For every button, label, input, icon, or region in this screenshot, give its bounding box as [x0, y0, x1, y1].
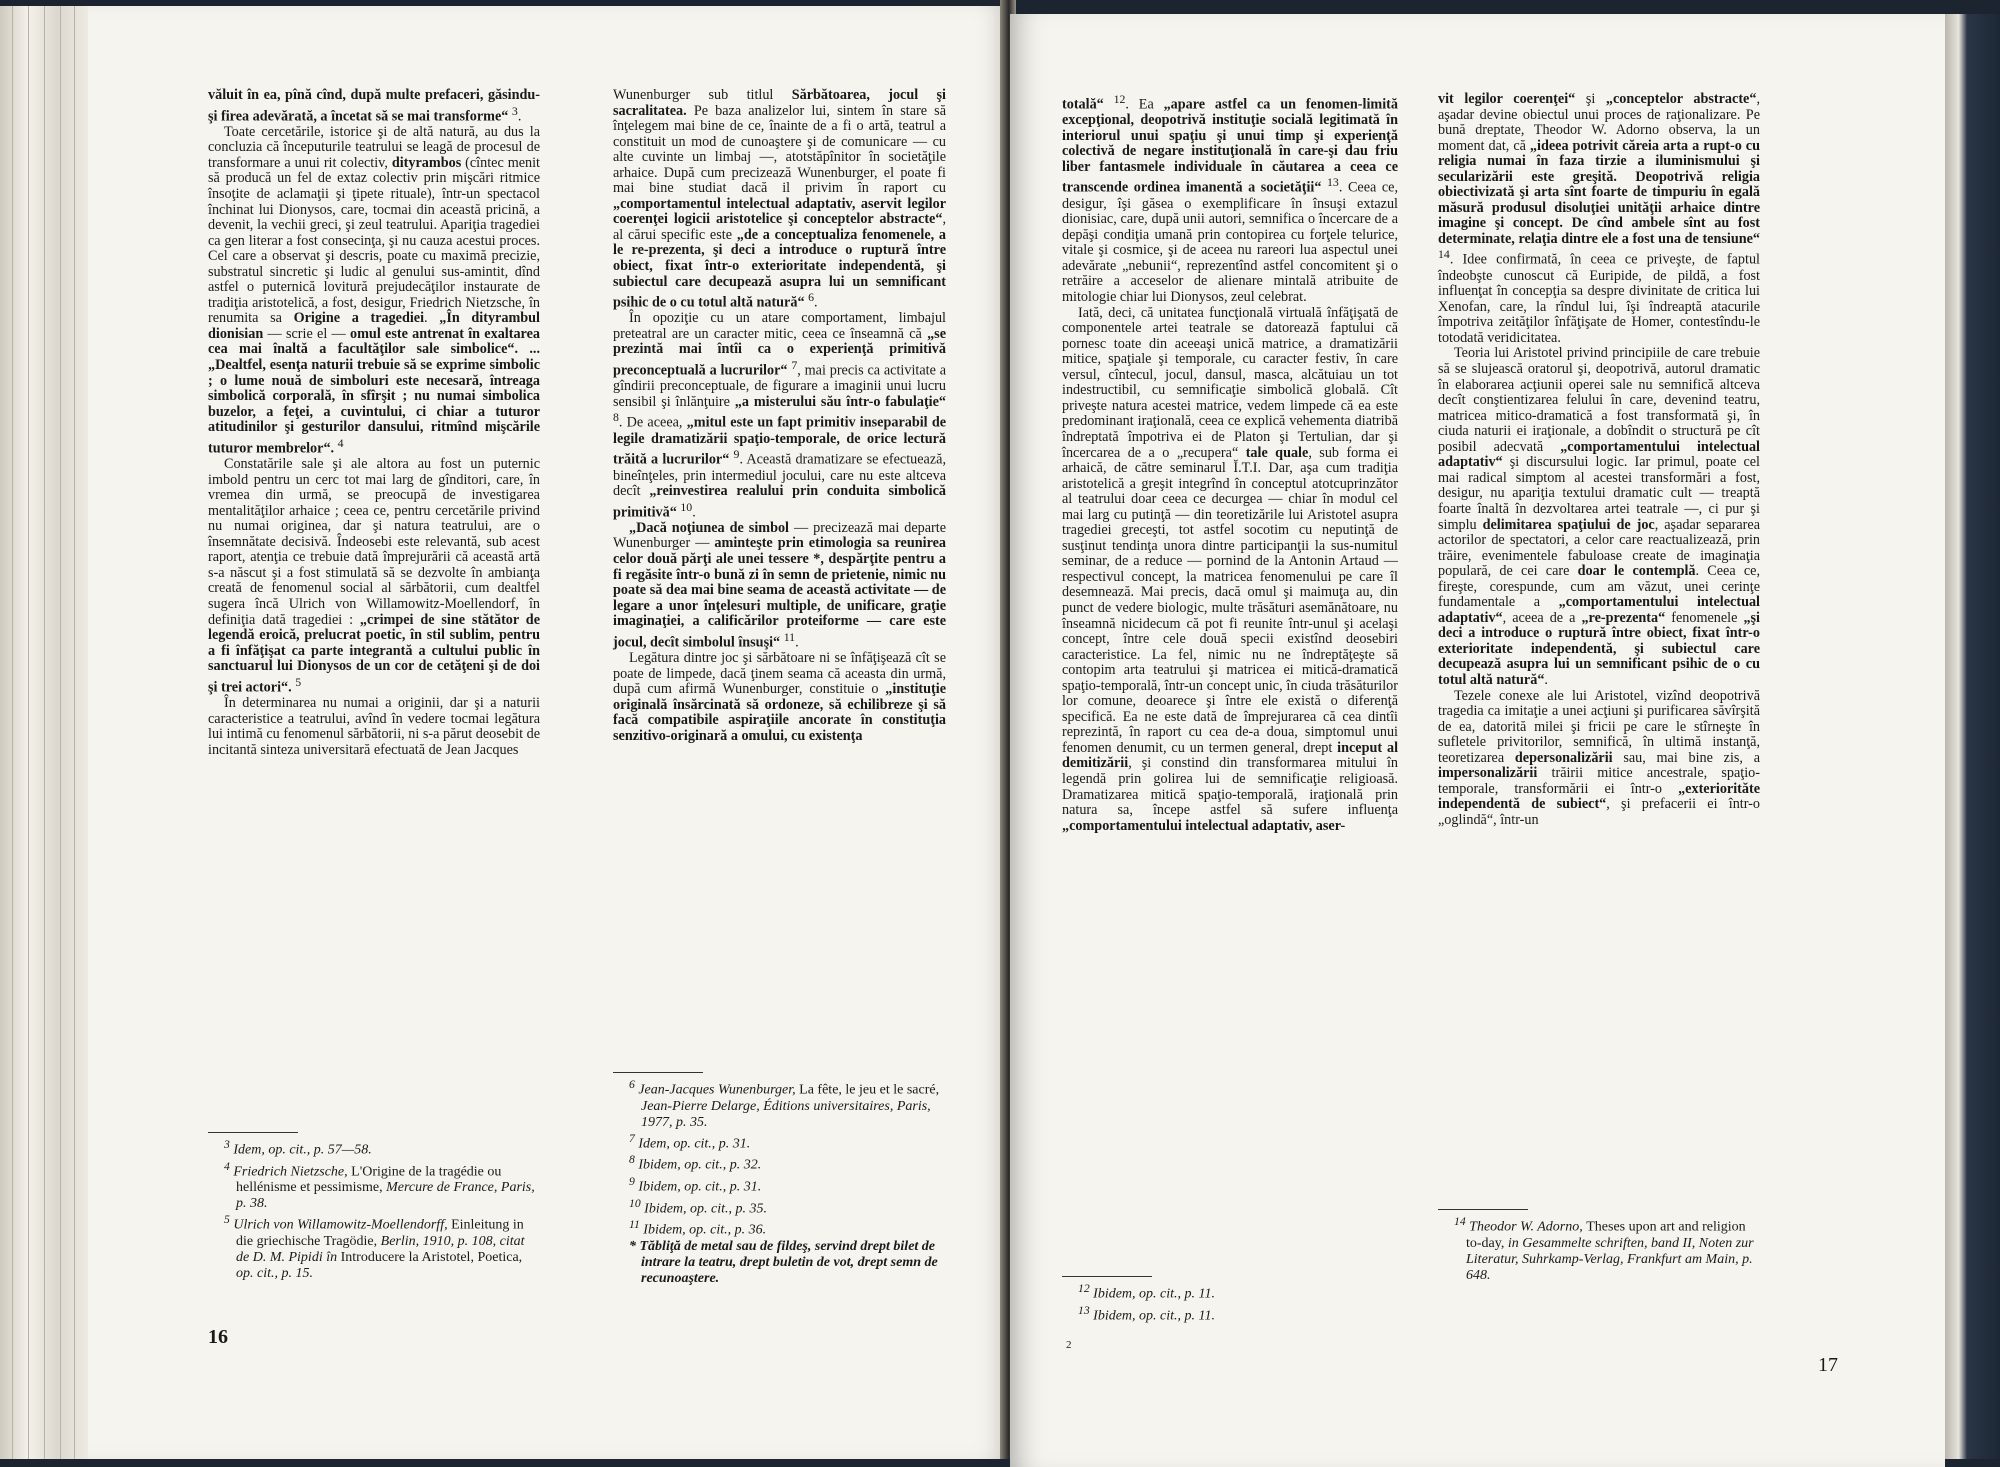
paragraph: Iată, deci, că unitatea funcţională virtuală înfăţişată de componentele artei teatrale se datorează faptului că pornesc toate din aceeaşi unică matrice, a dramatizării mitice, spaţiale şi temporale, cu caracter festiv, în care versul, cîntecul, jocul, dansul, masca, alcătuiau un tot indestructibil, cu semnificaţie simbolică globală. Cît priveşte natura acestei matrice, vedem limpede că ea este predominant iraţională, ceea ce explică vehementa diatribă îndreptată împotriva ei de Platon şi Tertulian, dar şi încercarea de a o „recupera“ tale quale, sub forma ei arhaică, de către seminarul Ĭ.T.I. Dar, aşa cum tradiţia aristotelică a greşit integrînd în conceptul atotcuprinzător al teatrului doar ceea ce decurgea — chiar în modul cel mai larg cu putinţă — din teoretizările lui Aristotel asupra tragediei greceşti, tot astfel socotim cu neputinţă de susţinut tendinţa unora dintre participanţii la sus-numitul seminar, de a reduce — pornind de la Antonin Artaud — respectivul concept, la matricea fenomenului pe care îl desemnează. Mai precis, dacă omul şi maimuţa au, din punct de vedere biologic, multe trăsături asemănătoare, nu înseamnă nicidecum că pot fi reunite într-unul şi acelaşi concept, între cele două specii existînd deosebiri caracteristice. La fel, nimic nu ne îndreptăţeşte să contopim arta teatrului şi matricea ei mitică-dramatică spaţio-temporală, într-un concept unic, în ciuda trăsăturilor lor comune, deoarece şi între ele există o diferenţă specifică. Ea ne este dată de împrejurarea că cea dintîi reprezintă, în raport cu cea de-a doua, simptomul unui fenomen denumit, cu un termen general, drept inceput al demitizării, şi constind din transformarea mitului în legendă prin golirea lui de semnificaţie religioasă. Dramatizarea mitică spaţio-temporală, iraţională prin natura sa, începe astfel să sufere influenţa „comportamentului intelectual adaptativ, aser-	[1062, 304, 1399, 834]
paragraph: Legătura dintre joc şi sărbătoare ni se înfăţişează cît se poate de limpede, dacă ţinem seama că aceasta din urmă, după cum afirmă Wunenburger, constituie o „instituţie originală însărcinată să ordoneze, să echilibreze şi să facă compatibile aspiraţiile ancorate în constituţia senzitivo-originară a omului, cu existenţa	[613, 650, 946, 744]
left-page-number: 16	[208, 1326, 228, 1348]
right-page-column-1-footnotes	[1062, 1276, 1398, 1324]
paragraph: Wunenburger sub titlul Sărbătoarea, jocul şi sacralitatea. Pe baza analizelor lui, sintem în stare să înţelegem mai bine de ce, înainte de a fi o artă, teatrul a constituit un mod de cunoaştere şi de comunicare — cu alte cuvinte un limbaj —, atotstăpînitor în societăţile arhaice. După cum precizează Wunenburger, el poate fi mai bine studiat dacă il privim în raport cu „comportamentul intelectual adaptativ, aservit legilor coerenţei logicii aristotelice şi conceptelor abstracte“, al cărui specific este „de a conceptualiza fenomenele, a le re-prezenta, şi deci a introduce o ruptură între obiect, fixat într-o exterioritate independentă, şi subiectul care decupează asupra lui un semnificant psihic de o cu totul altă natură“ $^6$.	[613, 87, 947, 311]
footnote: * Tăbliţă de metal sau de fildeş, servind drept bilet de intrare la teatru, drept buletin de vot, drept semn de recunoaştere.	[629, 1238, 938, 1286]
paragraph: văluit în ea, pînă cînd, după multe prefaceri, găsindu-şi firea adevărată, a încetat să se mai transforme“ $^3$.	[208, 87, 540, 125]
right-page-column-1	[1062, 92, 1398, 834]
right-page-number: 17	[1818, 1354, 1838, 1376]
paragraph: Toate cercetările, istorice şi de altă natură, au dus la concluzia că începuturile teatrului se leagă de procesul de transformare a unui rit colectiv, dityrambos (cîntec menit să producă un fel de extaz colectiv prin mişcări ritmice însoţite de aclamaţii şi ţipete rituale), într-un spectacol închinat lui Dionysos, care, tocmai din această pricină, a devenit, la vechii greci, şi zeul teatrului. Apariţia tragediei ca gen literar a fost consecinţa, şi nu cauza acestui proces. Cel care a observat şi descris, poate cu maximă precizie, substratul sincretic şi ludic al genului sus-amintit, dînd astfel o puternică lovitură prejudecăţilor instaurate de tradiţia aristotelică, a fost, desigur, Friedrich Nietzsche, în renumita sa Origine a tragediei. „În dityrambul dionisian — scrie el — omul este antrenat în exaltarea cea mai înaltă a facultăţilor sale simbolice“. ... „Dealtfel, esenţa naturii trebuie să se exprime simbolic ; o lume nouă de simboluri este necesară, întreaga simbolică corporală, în sfîrşit ; nu numai simbolica buzelor, a feţei, a cuvintului, ci chiar a tuturor atitudinilor şi gesturilor dansului, ritmînd mişcările tuturor membrelor“. $^4$	[208, 123, 541, 457]
paragraph: Constatările sale şi ale altora au fost un puternic imbold pentru un cerc tot mai larg de gînditori, care, în vremea din urmă, se preocupă de investigarea mentalităţilor arhaice ; ceea ce, pentru cercetările privind nu numai originea, dar şi natura teatrului, are o însemnătate decisivă. Îndeosebi este relevantă, sub acest raport, atenţia ce trebuie dată împrejurării că această artă s-a născut şi a fost stimulată să se dezvolte în ambianţa creată de fenomenul social al sărbătorii, cum dealtfel sugera încă Ulrich von Willamowitz-Moellendorf, în definiţia dată tragediei : „crimpei de sine stătător de legendă eroică, prelucrat poetic, în stil sublim, pentru a fi înfăţişat ca parte integrantă a cultului public în sanctuarul lui Dionysos de un cor de cetăţeni şi de doi şi trei actori“. $^5$	[208, 456, 540, 696]
footnote: $^6$ Jean-Jacques Wunenburger, La fête, le jeu et le sacré, Jean-Pierre Delarge, Éditions universitaires, Paris, 1977, p. 35.	[629, 1078, 940, 1130]
footnote: $^7$ Idem, op. cit., p. 31.	[629, 1131, 751, 1152]
left-page-column-2-footnotes	[613, 1072, 946, 1287]
footnote: $^4$ Friedrich Nietzsche, L'Origine de la tragédie ou hellénisme et pessimisme, Mercure de France, Paris, p. 38.	[224, 1159, 535, 1212]
left-page-column-1	[208, 88, 540, 758]
footnote-rule	[208, 1132, 298, 1133]
right-page	[1010, 14, 1945, 1467]
left-page	[88, 6, 1008, 1459]
left-page-column-2	[613, 88, 946, 744]
right-page-column-2	[1438, 92, 1760, 828]
footnote: $^{13}$ Ibidem, op. cit., p. 11.	[1078, 1303, 1215, 1324]
footnote-rule	[1438, 1209, 1528, 1210]
paragraph: „Dacă noţiunea de simbol — precizează mai departe Wunenburger — aminteşte prin etimologia sa reunirea celor două părţi ale unei tessere *, despărţite pentru a fi regăsite într-o bună zi în semn de prietenie, nimic nu poate să dea mai bine seama de această activitate — de legare a unor înţelesuri multiple, de unificare, graţie imaginaţiei, a calificărilor proteiforme — care este jocul, decît simbolul însuşi“ $^{11}$.	[613, 519, 947, 651]
footnote: $^{10}$ Ibidem, op. cit., p. 35.	[629, 1196, 768, 1217]
footnote: $^{12}$ Ibidem, op. cit., p. 11.	[1078, 1282, 1215, 1302]
footnote-rule	[1062, 1276, 1152, 1277]
paragraph: În opoziţie cu un atare comportament, limbajul preteatral are un caracter mitic, ceea ce înseamnă că „se prezintă mai întîi ca o experienţă primitivă preconceptuală a lucrurilor“ $^7$, mai precis ca activitate a gîndirii preconceptuale, de figurare a imaginii unui lucru sensibil şi înlănţuire „a misterului său într-o fabulaţie“ $^8$. De aceea, „mitul este un fapt primitiv inseparabil de legile dramatizării spaţio-temporale, de orice lectură trăită a lucrurilor“ $^9$. Această dramatizare se efectuează, bineînţeles, prin intermediul jocului, care nu este altceva decît „reinvestirea realului prin conduita simbolică primitivă“ $^{10}$.	[613, 310, 947, 521]
footnote: $^3$ Idem, op. cit., p. 57—58.	[224, 1138, 372, 1158]
footnote: $^9$ Ibidem, op. cit., p. 31.	[629, 1174, 762, 1195]
book-page-edges	[0, 0, 95, 1459]
footnote: $^8$ Ibidem, op. cit., p. 32.	[629, 1153, 762, 1173]
footnote: $^{11}$ Ibidem, op. cit., p. 36.	[629, 1218, 767, 1238]
paragraph: totală“ $^{12}$. Ea „apare astfel ca un fenomen-limită excepţional, deopotrivă instituţie socială legitimată în interiorul unui spaţiu şi unui timp şi experienţă colectivă de negare instituţională în care-şi dau friu liber fantasmele individuale în căutarea a ceea ce transcende ordinea imanentă a societăţii“ $^{13}$. Ceea ce, desigur, îşi găsea o exemplificare în însuşi extazul dionisiac, care, după unii autori, semnifica o încercare de a depăşi condiţia umană prin contopirea cu forţele telurice, vitale şi cosmice, şi de aceea nu rareori lua aspectul unei adevărate „nebunii“, reprezentînd astfel concomitent şi o retrăire a acceselor de alienare mintală atribuite de mitologie chiar lui Dionysos, zeul celebrat.	[1062, 92, 1399, 306]
footnote: $^5$ Ulrich von Willamowitz-Moellendorff, Einleitung in die griechische Tragödie, Berlin, 1910, p. 108, citat de D. M. Pipidi în Introducere la Aristotel, Poetica, op. cit., p. 15.	[224, 1213, 525, 1281]
paragraph: Teoria lui Aristotel privind principiile de care trebuie să se slujească oratorul şi, deopotrivă, autorul dramatic în elaborarea acţiunii operei sale nu semnifică altceva decît conştientizarea felului în care, devenind teatru, matricea mitico-dramatică a fost transformată şi, în ciuda naturii ei iraţionale, a dobîndit o structură pe cît posibil adecvată „comportamentului intelectual adaptativ“ şi discursului logic. Iar primul, poate cel mai radical simptom al acestei transformări a fost, desigur, nu apariţia textului dramatic cult — treaptă foarte înaltă în dezvoltarea artei teatrale —, ci pur şi simplu delimitarea spaţiului de joc, aşadar separarea actorilor de spectatori, a celor care reactualizează, prin trăire, evenimentele fabuloase create de imaginaţia populară, de cei care doar le contemplă. Ceea ce, fireşte, corespunde, cum am văzut, unei cerinţe fundamentale a „comportamentului intelectual adaptativ“, aceea de a „re-prezenta“ fenomenele „şi deci a introduce o ruptură între obiect, fixat într-o exterioritate independentă, şi subiectul care decupează asupra lui un semnificant psihic de o cu totul altă natură“.	[1438, 345, 1760, 688]
paragraph: Tezele conexe ale lui Aristotel, vizînd deopotrivă tragedia ca imitaţie a unei acţiuni şi purificarea săvîrşită de ea, datorită milei şi fricii pe care le stîrneşte în sufletele privitorilor, semnifică, în ultimă instanţă, teoretizarea depersonalizării sau, mai bine zis, a impersonalizării trăirii mitice ancestrale, spaţio-temporale, transformării ei într-o „exteriorităte independentă de subiect“, şi prefacerii ei într-o „oglindă“, într-un	[1438, 687, 1760, 828]
paragraph: În determinarea nu numai a originii, dar şi a naturii caracteristice a teatrului, avînd în vedere tocmai legătura lui intimă cu fenomenul sărbătorii, ni s-a părut deosebit de incitantă sinteza universitară efectuată de Jean Jacques	[208, 694, 540, 758]
right-page-column-2-footnotes	[1438, 1209, 1760, 1284]
footnote: $^{14}$ Theodor W. Adorno, Theses upon art and religion to-day, in Gesammelte schriften, band II, Noten zur Literatur, Suhrkamp-Verlag, Frankfurt am Main, p. 648.	[1454, 1215, 1754, 1283]
signature-mark: 2	[1066, 1339, 1072, 1351]
paragraph: vit legilor coerenţei“ şi „conceptelor abstracte“, aşadar devine obiectul unui proces de raţionalizare. Pe bună dreptate, Theodor W. Adorno observa, la un moment dat, că „ideea potrivit căreia arta a rupt-o cu religia numai în faza tirzie a iluminismului şi secularizării este greşită. Deopotrivă religia obiectivizată şi arta sînt foarte de timpuriu în egală măsură produsul disoluţiei unităţii arhaice dintre imagine şi concept. De cînd ambele sînt au fost determinate, relaţia dintre ele a fost una de tensiune“ $^{14}$. Idee confirmată, în ceea ce priveşte, de faptul îndeobşte cunoscut că Euripide, de pildă, a fost influenţat în concepţia sa despre divinitate de critica lui Xenofan, care, la rîndul lui, îşi îndreaptă atacurile împotriva zeităţilor înfăţişate de Homer, contestîndu-le totodată veridicitatea.	[1438, 91, 1760, 346]
left-page-column-1-footnotes	[208, 1132, 540, 1282]
footnote-rule	[613, 1072, 703, 1073]
book-cover-edge	[1945, 14, 2000, 1459]
